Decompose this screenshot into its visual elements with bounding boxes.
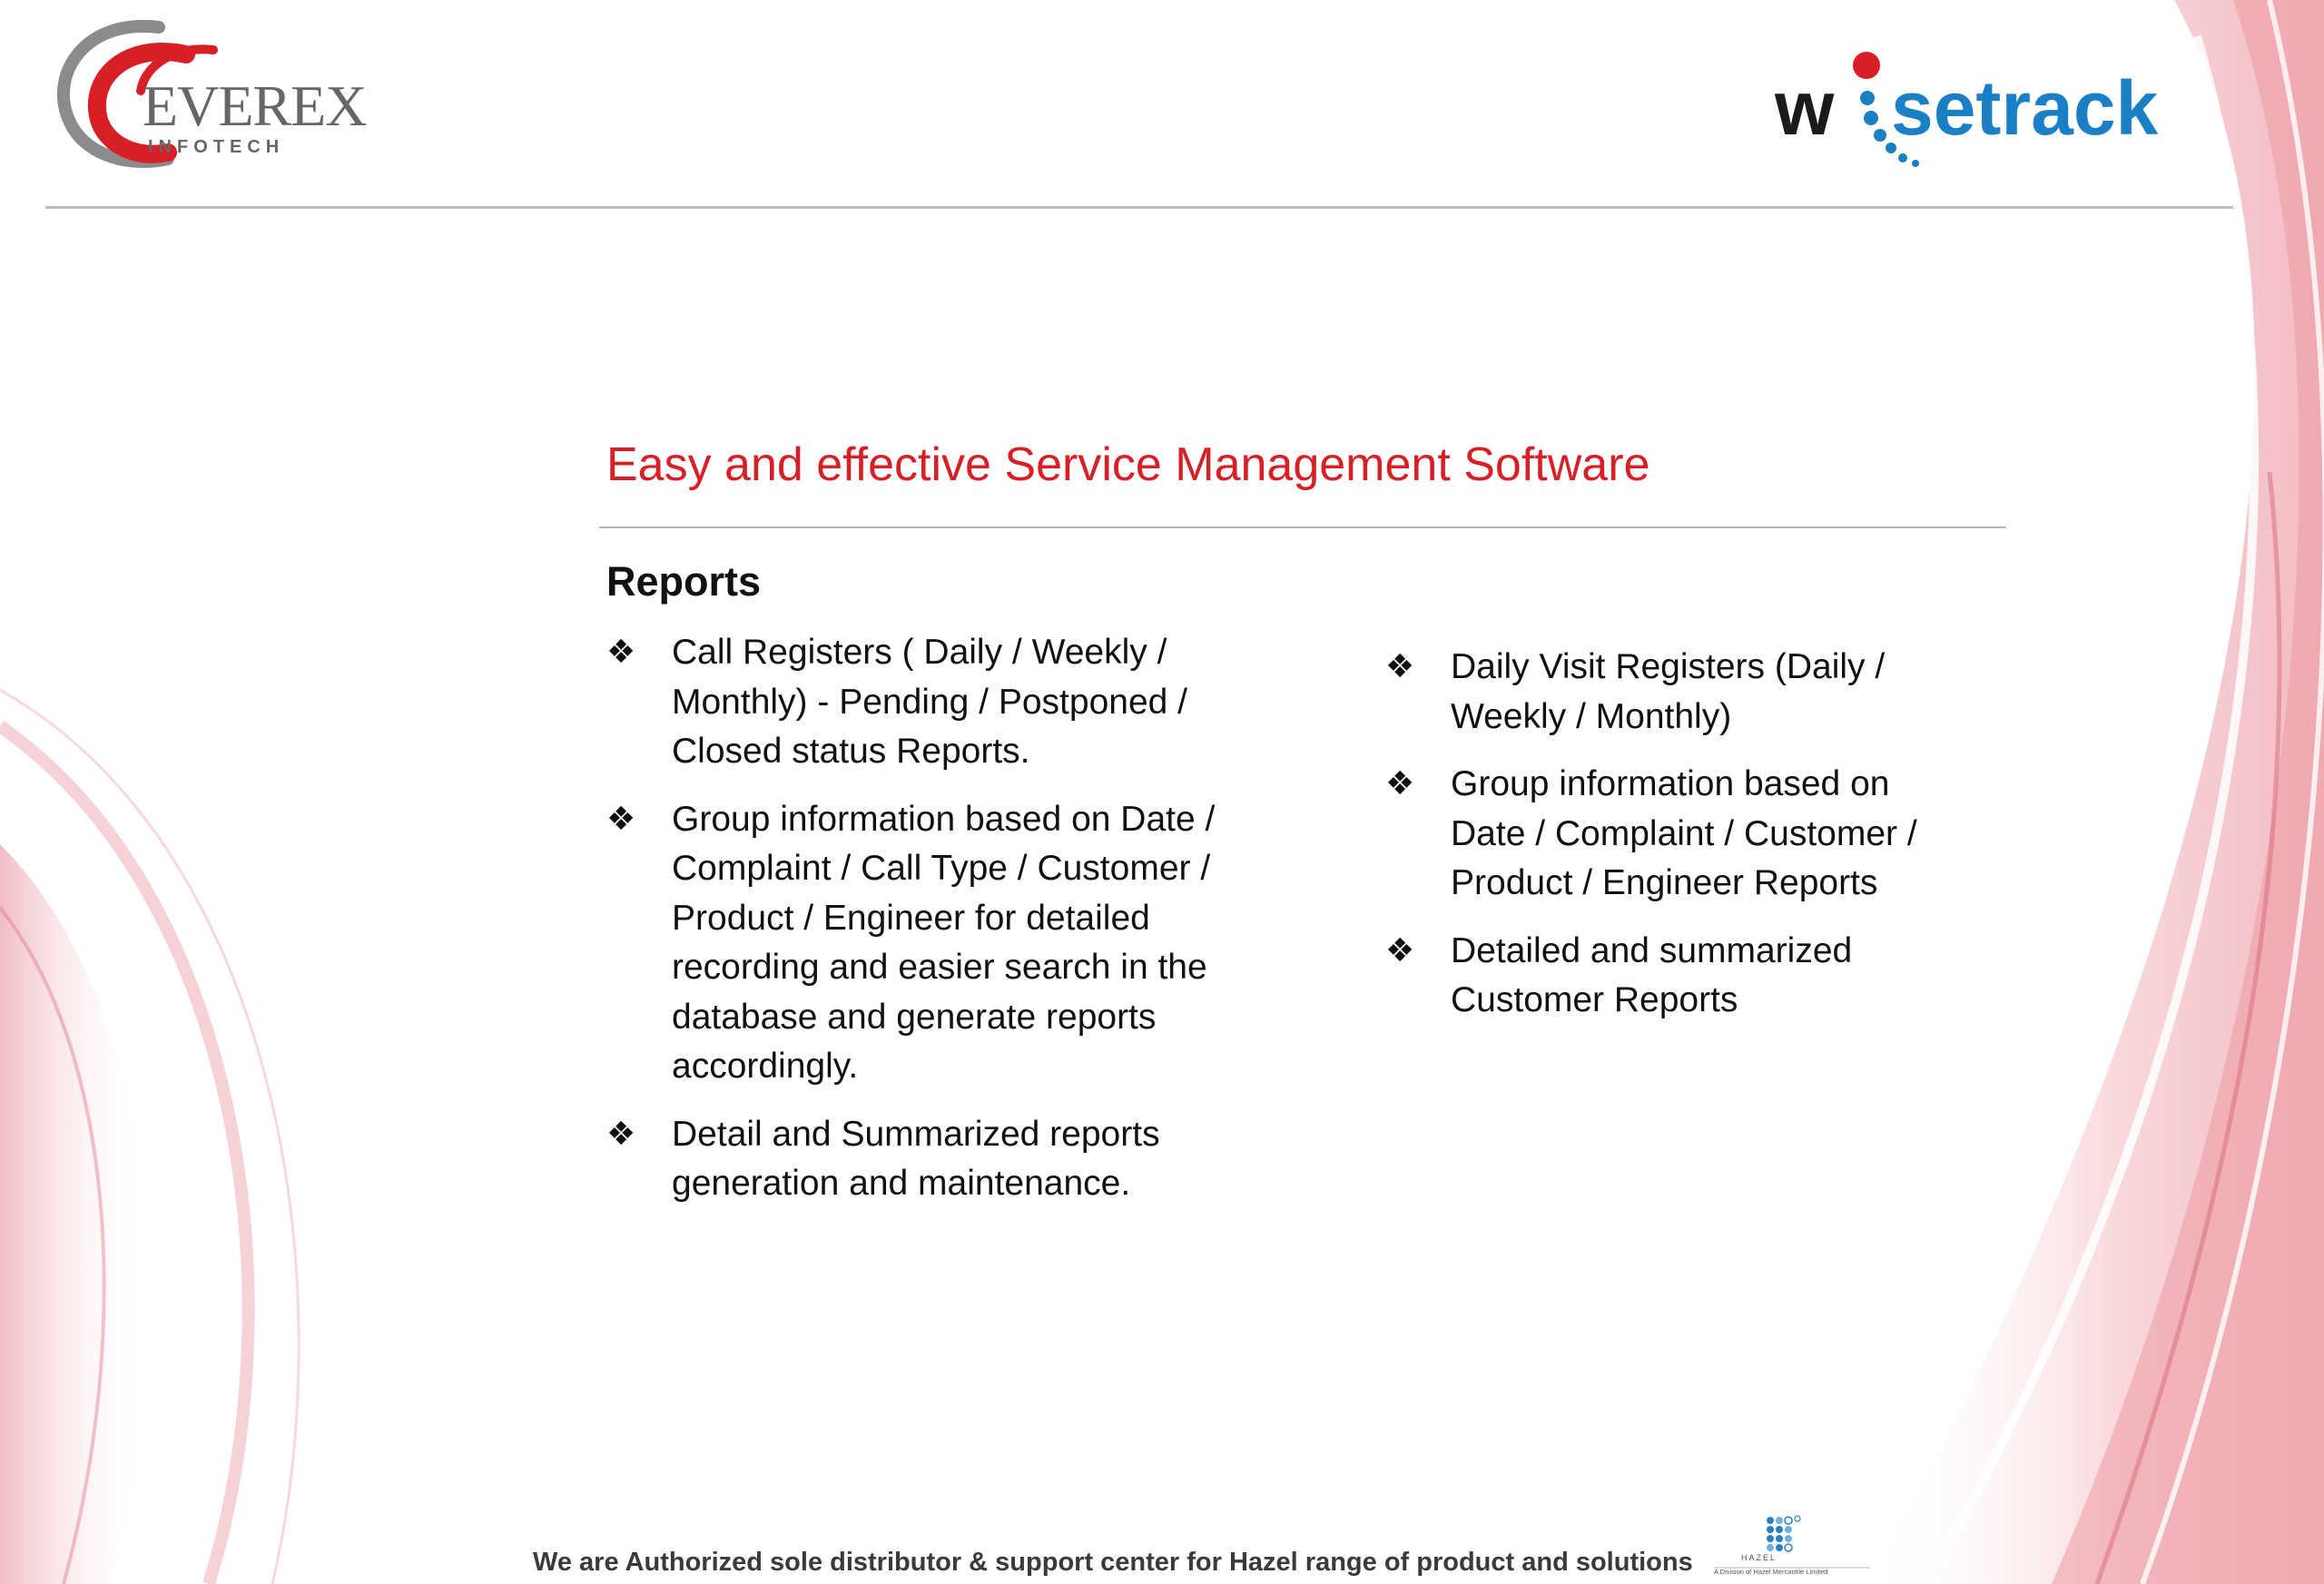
left-bullet-list — [606, 628, 1315, 1227]
wisetrack-logo — [1775, 44, 2192, 189]
slide-title: Easy and effective Service Management Software — [606, 438, 1650, 491]
list-item-text: Detail and Summarized reports generation and maintenance. — [672, 1114, 1160, 1203]
diamond-bullet-icon: ❖ — [606, 1115, 636, 1153]
list-item — [606, 795, 1315, 1092]
hazel-logo-name: HAZEL — [1741, 1553, 1777, 1562]
list-item — [1385, 760, 2039, 909]
list-item-text: Daily Visit Registers (Daily / Weekly / Monthly) — [1451, 647, 1886, 736]
everex-infotech-logo — [50, 9, 386, 172]
list-item-text: Group information based on Date / Complaint / Call Type / Customer / Product / Engineer for detailed recording and easier search in the database and generate reports accordingly. — [672, 799, 1216, 1086]
hazel-logo-subtitle: A Division of Hazel Mercantile Limited — [1714, 1568, 1828, 1576]
right-bullet-list — [1385, 643, 2039, 1044]
list-item-text: Detailed and summarized Customer Reports — [1451, 930, 1853, 1019]
list-item-text: Call Registers ( Daily / Weekly / Monthly) - Pending / Postponed / Closed status Reports. — [672, 633, 1187, 771]
diamond-bullet-icon: ❖ — [1385, 931, 1415, 969]
everex-logo-sub: INFOTECH — [148, 137, 285, 157]
wisetrack-logo-rest: setrack — [1891, 65, 2159, 151]
footer-text: We are Authorized sole distributor & support center for Hazel range of product and solutions — [533, 1548, 1693, 1577]
list-item — [1385, 927, 2039, 1026]
list-item — [606, 1110, 1315, 1209]
diamond-bullet-icon: ❖ — [1385, 648, 1415, 685]
diamond-bullet-icon: ❖ — [606, 634, 636, 671]
wisetrack-logo-w: w — [1775, 65, 1835, 151]
everex-logo-name: EVEREX — [143, 74, 367, 138]
list-item — [606, 628, 1315, 777]
diamond-bullet-icon: ❖ — [1385, 765, 1415, 802]
list-item-text: Group information based on Date / Complaint / Customer / Product / Engineer Reports — [1451, 764, 1917, 902]
header-divider — [45, 206, 2233, 209]
list-item — [1385, 643, 2039, 742]
section-heading: Reports — [606, 558, 762, 605]
wisetrack-logo-dot — [1853, 52, 1880, 79]
diamond-bullet-icon: ❖ — [606, 800, 636, 838]
title-divider — [599, 526, 2006, 528]
